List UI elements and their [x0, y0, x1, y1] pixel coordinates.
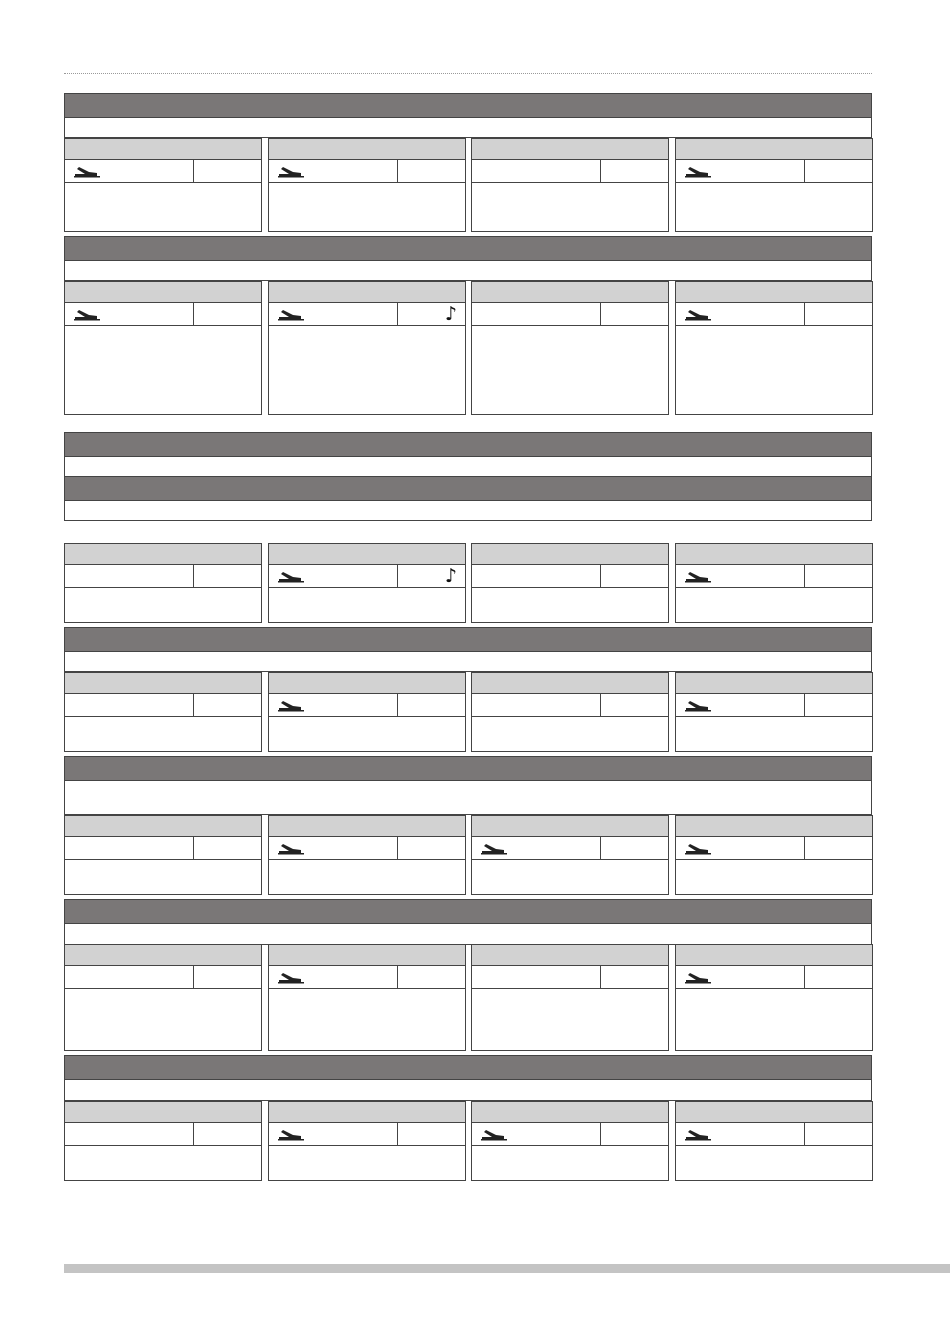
parameter-range-cell: [194, 160, 261, 182]
parameter-header: [472, 816, 668, 837]
parameter-row: [269, 694, 465, 717]
parameter-range-cell: [805, 303, 872, 325]
parameter-description: [269, 326, 465, 414]
parameter-range-cell: [194, 303, 261, 325]
parameter-description: [269, 860, 465, 894]
parameter-header: [472, 544, 668, 565]
parameter-description: [269, 1146, 465, 1180]
parameter-card: [268, 672, 466, 752]
effect-description: [64, 260, 872, 281]
parameter-description: [676, 183, 872, 231]
parameter-row: [472, 160, 668, 183]
parameter-header: [65, 282, 261, 303]
parameter-name-cell: [269, 160, 398, 182]
parameter-row: [269, 966, 465, 989]
parameter-row: [472, 694, 668, 717]
parameter-card: [675, 281, 873, 415]
effect-description: [64, 1079, 872, 1101]
parameter-card: [64, 815, 262, 895]
parameter-card: [471, 281, 669, 415]
parameter-header: [472, 1102, 668, 1123]
parameter-name-cell: [676, 966, 805, 988]
parameter-row: [65, 694, 261, 717]
parameter-row: [676, 1123, 872, 1146]
parameter-header: [65, 945, 261, 966]
parameter-row: [65, 837, 261, 860]
parameter-description: [472, 989, 668, 1050]
parameter-range-cell: [601, 1123, 668, 1145]
parameter-row: [269, 303, 465, 326]
parameter-card: [64, 672, 262, 752]
effect-header-bar: [64, 1055, 872, 1080]
parameter-description: [65, 989, 261, 1050]
parameter-header: [269, 945, 465, 966]
parameter-card: [268, 543, 466, 623]
parameter-description: [676, 717, 872, 751]
parameter-description: [472, 1146, 668, 1180]
effect-header-bar: [64, 476, 872, 501]
parameter-description: [676, 588, 872, 622]
parameter-name-cell: [269, 565, 398, 587]
parameter-card: [471, 944, 669, 1051]
parameter-row: [65, 160, 261, 183]
parameter-description: [269, 717, 465, 751]
expression-pedal-icon: [277, 1127, 305, 1141]
parameter-name-cell: [65, 966, 194, 988]
expression-pedal-icon: [73, 307, 101, 321]
parameter-name-cell: [65, 694, 194, 716]
parameter-row: [65, 303, 261, 326]
parameter-card: [64, 944, 262, 1051]
parameter-name-cell: [676, 303, 805, 325]
parameter-card: [675, 672, 873, 752]
effect-description: [64, 651, 872, 672]
expression-pedal-icon: [480, 841, 508, 855]
parameter-range-cell: [805, 1123, 872, 1145]
expression-pedal-icon: [684, 164, 712, 178]
parameter-card: [268, 281, 466, 415]
parameter-range-cell: [601, 160, 668, 182]
parameter-card: [268, 138, 466, 232]
parameter-card: [675, 543, 873, 623]
parameter-range-cell: [398, 565, 465, 587]
parameter-row: [472, 1123, 668, 1146]
expression-pedal-icon: [480, 1127, 508, 1141]
parameter-range-cell: [601, 694, 668, 716]
expression-pedal-icon: [277, 698, 305, 712]
parameter-range-cell: [194, 565, 261, 587]
parameter-card: [471, 138, 669, 232]
parameter-range-cell: [194, 694, 261, 716]
parameter-row: [676, 565, 872, 588]
parameter-name-cell: [269, 1123, 398, 1145]
parameter-name-cell: [676, 565, 805, 587]
parameter-range-cell: [194, 1123, 261, 1145]
parameter-name-cell: [676, 837, 805, 859]
parameter-card: [64, 138, 262, 232]
parameter-name-cell: [472, 966, 601, 988]
parameter-row: [676, 160, 872, 183]
eighth-note-icon: ♪: [444, 303, 457, 325]
parameter-name-cell: [472, 565, 601, 587]
parameter-name-cell: [65, 565, 194, 587]
parameter-name-cell: [472, 1123, 601, 1145]
parameter-description: [65, 860, 261, 894]
parameter-card: [675, 944, 873, 1051]
effect-header-bar: [64, 627, 872, 652]
parameter-name-cell: [472, 694, 601, 716]
parameter-header: [472, 673, 668, 694]
parameter-range-cell: [398, 837, 465, 859]
parameter-description: [472, 860, 668, 894]
parameter-card: [64, 1101, 262, 1181]
parameter-name-cell: [269, 837, 398, 859]
parameter-range-cell: [398, 1123, 465, 1145]
parameter-header: [676, 945, 872, 966]
parameter-row: [472, 303, 668, 326]
expression-pedal-icon: [73, 164, 101, 178]
parameter-name-cell: [65, 837, 194, 859]
parameter-header: [472, 282, 668, 303]
parameter-header: [472, 945, 668, 966]
parameter-range-cell: [194, 837, 261, 859]
parameter-header: [676, 673, 872, 694]
expression-pedal-icon: [684, 307, 712, 321]
expression-pedal-icon: [684, 1127, 712, 1141]
parameter-range-cell: [601, 837, 668, 859]
parameter-name-cell: [65, 1123, 194, 1145]
parameter-range-cell: [805, 565, 872, 587]
parameter-range-cell: [805, 837, 872, 859]
parameter-row: [472, 837, 668, 860]
parameter-row: [269, 1123, 465, 1146]
parameter-range-cell: [398, 966, 465, 988]
parameter-range-cell: [194, 966, 261, 988]
parameter-description: [65, 183, 261, 231]
parameter-name-cell: [676, 1123, 805, 1145]
parameter-card: [471, 1101, 669, 1181]
top-dotted-rule: [64, 73, 872, 74]
parameter-name-cell: [65, 160, 194, 182]
parameter-header: [65, 673, 261, 694]
expression-pedal-icon: [277, 307, 305, 321]
parameter-header: [269, 673, 465, 694]
parameter-card: [471, 543, 669, 623]
parameter-row: [472, 966, 668, 989]
parameter-name-cell: [269, 966, 398, 988]
parameter-name-cell: [269, 303, 398, 325]
parameter-card: [64, 281, 262, 415]
expression-pedal-icon: [684, 970, 712, 984]
parameter-range-cell: [601, 565, 668, 587]
parameter-description: [676, 326, 872, 414]
effect-description: [64, 500, 872, 521]
parameter-description: [472, 326, 668, 414]
parameter-description: [269, 588, 465, 622]
parameter-range-cell: [398, 303, 465, 325]
parameter-description: [65, 717, 261, 751]
parameter-card: [471, 672, 669, 752]
parameter-description: [472, 717, 668, 751]
expression-pedal-icon: [684, 841, 712, 855]
parameter-header: [676, 544, 872, 565]
parameter-header: [676, 282, 872, 303]
effect-description: [64, 456, 872, 477]
parameter-range-cell: [601, 966, 668, 988]
parameter-description: [472, 588, 668, 622]
parameter-header: [269, 282, 465, 303]
parameter-range-cell: [601, 303, 668, 325]
parameter-header: [269, 1102, 465, 1123]
effect-description: [64, 780, 872, 815]
parameter-row: [676, 303, 872, 326]
parameter-row: [65, 1123, 261, 1146]
parameter-header: [472, 139, 668, 160]
parameter-range-cell: [805, 966, 872, 988]
parameter-range-cell: [805, 160, 872, 182]
parameter-name-cell: [269, 694, 398, 716]
expression-pedal-icon: [684, 698, 712, 712]
parameter-row: [676, 837, 872, 860]
parameter-row: [65, 565, 261, 588]
effect-description: [64, 117, 872, 138]
expression-pedal-icon: [684, 569, 712, 583]
parameter-description: [676, 1146, 872, 1180]
parameter-name-cell: [676, 160, 805, 182]
parameter-row: [65, 966, 261, 989]
expression-pedal-icon: [277, 970, 305, 984]
parameter-row: [269, 837, 465, 860]
parameter-row: [472, 565, 668, 588]
parameter-range-cell: [805, 694, 872, 716]
parameter-card: [64, 543, 262, 623]
parameter-name-cell: [65, 303, 194, 325]
parameter-header: [676, 139, 872, 160]
effect-header-bar: [64, 93, 872, 118]
parameter-card: [675, 1101, 873, 1181]
effect-header-bar: [64, 899, 872, 924]
parameter-header: [269, 139, 465, 160]
parameter-description: [676, 989, 872, 1050]
parameter-header: [65, 816, 261, 837]
parameter-card: [675, 138, 873, 232]
parameter-card: [268, 1101, 466, 1181]
parameter-name-cell: [472, 303, 601, 325]
parameter-description: [472, 183, 668, 231]
parameter-description: [269, 183, 465, 231]
effect-header-bar: [64, 236, 872, 261]
parameter-description: [65, 588, 261, 622]
effect-description: [64, 923, 872, 945]
effect-header-bar: [64, 432, 872, 457]
parameter-card: [471, 815, 669, 895]
parameter-name-cell: [676, 694, 805, 716]
parameter-name-cell: [472, 160, 601, 182]
parameter-card: [268, 815, 466, 895]
parameter-header: [676, 1102, 872, 1123]
parameter-description: [676, 860, 872, 894]
expression-pedal-icon: [277, 569, 305, 583]
effect-header-bar: [64, 756, 872, 781]
expression-pedal-icon: [277, 164, 305, 178]
parameter-row: [676, 966, 872, 989]
parameter-description: [65, 1146, 261, 1180]
parameter-header: [65, 544, 261, 565]
parameter-description: [65, 326, 261, 414]
expression-pedal-icon: [277, 841, 305, 855]
parameter-range-cell: [398, 160, 465, 182]
parameter-header: [65, 139, 261, 160]
footer-bar: [64, 1264, 950, 1273]
parameter-row: [269, 160, 465, 183]
parameter-range-cell: [398, 694, 465, 716]
parameter-row: [676, 694, 872, 717]
parameter-card: [675, 815, 873, 895]
parameter-header: [65, 1102, 261, 1123]
parameter-header: [269, 544, 465, 565]
parameter-header: [269, 816, 465, 837]
eighth-note-icon: ♪: [444, 565, 457, 587]
parameter-header: [676, 816, 872, 837]
parameter-row: [269, 565, 465, 588]
parameter-name-cell: [472, 837, 601, 859]
parameter-card: [268, 944, 466, 1051]
parameter-description: [269, 989, 465, 1050]
